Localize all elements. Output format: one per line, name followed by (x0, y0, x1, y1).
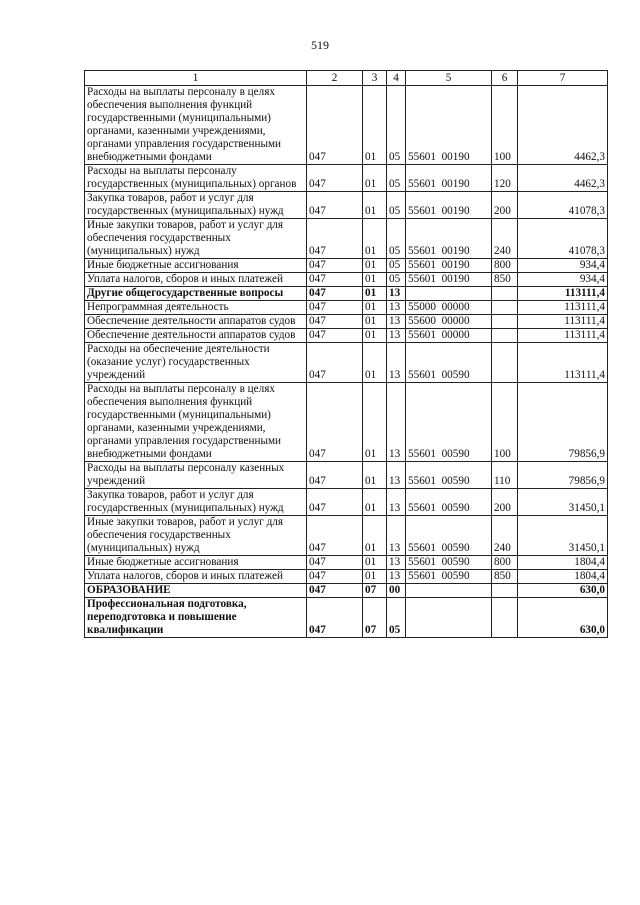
amount-value: 934,4 (518, 273, 608, 287)
section-code: 01 (363, 570, 387, 584)
line-item-name: Уплата налогов, сборов и иных платежей (85, 570, 307, 584)
line-item-name: Расходы на выплаты персоналу в целях обеспечения выполнения функций государственными (муниципальными) органами, казенными учреждениями, органами управления государственными внебюджетными фондами (85, 383, 307, 462)
ministry-code: 047 (307, 329, 363, 343)
line-item-name: Закупка товаров, работ и услуг для государственных (муниципальных) нужд (85, 192, 307, 219)
amount-value: 113111,4 (518, 287, 608, 301)
section-code: 01 (363, 273, 387, 287)
table-row (85, 383, 608, 462)
table-row (85, 489, 608, 516)
subsection-code: 05 (387, 86, 406, 165)
table-row (85, 86, 608, 165)
amount-value: 41078,3 (518, 192, 608, 219)
section-code: 01 (363, 315, 387, 329)
section-code: 01 (363, 516, 387, 556)
target-article-code: 55601 00590 (406, 570, 492, 584)
amount-value: 79856,9 (518, 462, 608, 489)
ministry-code: 047 (307, 165, 363, 192)
amount-value: 113111,4 (518, 329, 608, 343)
line-item-name: Профессиональная подготовка, переподготовка и повышение квалификации (85, 598, 307, 638)
ministry-code: 047 (307, 301, 363, 315)
table-row (85, 329, 608, 343)
expense-type-code: 200 (492, 192, 518, 219)
table-row (85, 192, 608, 219)
line-item-name: Расходы на выплаты персоналу государственных (муниципальных) органов (85, 165, 307, 192)
subsection-code: 13 (387, 556, 406, 570)
ministry-code: 047 (307, 287, 363, 301)
section-code: 07 (363, 598, 387, 638)
table-row (85, 287, 608, 301)
table-row (85, 165, 608, 192)
subsection-code: 05 (387, 273, 406, 287)
amount-value: 4462,3 (518, 165, 608, 192)
subsection-code: 05 (387, 598, 406, 638)
line-item-name: Непрограммная деятельность (85, 301, 307, 315)
amount-value: 113111,4 (518, 315, 608, 329)
section-code: 01 (363, 329, 387, 343)
amount-value: 1804,4 (518, 570, 608, 584)
subsection-code: 05 (387, 259, 406, 273)
ministry-code: 047 (307, 259, 363, 273)
subsection-code: 13 (387, 516, 406, 556)
line-item-name: Расходы на выплаты персоналу казенных учреждений (85, 462, 307, 489)
amount-value: 113111,4 (518, 343, 608, 383)
subsection-code: 13 (387, 301, 406, 315)
line-item-name: Расходы на обеспечение деятельности (оказание услуг) государственных учреждений (85, 343, 307, 383)
section-code: 01 (363, 287, 387, 301)
line-item-name: Иные бюджетные ассигнования (85, 556, 307, 570)
amount-value: 31450,1 (518, 489, 608, 516)
section-code: 01 (363, 343, 387, 383)
column-header: 3 (363, 71, 387, 86)
subsection-code: 13 (387, 489, 406, 516)
target-article-code: 55601 00590 (406, 556, 492, 570)
target-article-code: 55600 00000 (406, 315, 492, 329)
table-row (85, 570, 608, 584)
target-article-code: 55601 00590 (406, 489, 492, 516)
line-item-name: Закупка товаров, работ и услуг для государственных (муниципальных) нужд (85, 489, 307, 516)
table-row (85, 584, 608, 598)
expense-type-code: 850 (492, 570, 518, 584)
target-article-code: 55601 00190 (406, 273, 492, 287)
subsection-code: 00 (387, 584, 406, 598)
column-header: 6 (492, 71, 518, 86)
target-article-code (406, 584, 492, 598)
page-number: 519 (311, 38, 329, 52)
line-item-name: Обеспечение деятельности аппаратов судов (85, 315, 307, 329)
expense-type-code: 100 (492, 86, 518, 165)
ministry-code: 047 (307, 556, 363, 570)
target-article-code: 55601 00000 (406, 329, 492, 343)
expense-type-code: 120 (492, 165, 518, 192)
column-header: 5 (406, 71, 492, 86)
subsection-code: 13 (387, 343, 406, 383)
ministry-code: 047 (307, 570, 363, 584)
line-item-name: Иные бюджетные ассигнования (85, 259, 307, 273)
ministry-code: 047 (307, 489, 363, 516)
section-code: 01 (363, 489, 387, 516)
column-header: 2 (307, 71, 363, 86)
line-item-name: Иные закупки товаров, работ и услуг для обеспечения государственных (муниципальных) нужд (85, 219, 307, 259)
section-code: 01 (363, 462, 387, 489)
amount-value: 79856,9 (518, 383, 608, 462)
target-article-code: 55601 00590 (406, 516, 492, 556)
section-code: 01 (363, 86, 387, 165)
table-row (85, 598, 608, 638)
expense-type-code: 100 (492, 383, 518, 462)
expense-type-code: 800 (492, 556, 518, 570)
target-article-code: 55601 00590 (406, 462, 492, 489)
table-row (85, 556, 608, 570)
section-code: 01 (363, 383, 387, 462)
expense-type-code: 200 (492, 489, 518, 516)
target-article-code: 55601 00190 (406, 259, 492, 273)
subsection-code: 13 (387, 462, 406, 489)
ministry-code: 047 (307, 192, 363, 219)
ministry-code: 047 (307, 86, 363, 165)
section-code: 01 (363, 301, 387, 315)
line-item-name: Расходы на выплаты персоналу в целях обеспечения выполнения функций государственными (муниципальными) органами, казенными учреждениями, органами управления государственными внебюджетными фондами (85, 86, 307, 165)
amount-value: 630,0 (518, 598, 608, 638)
ministry-code: 047 (307, 219, 363, 259)
section-code: 01 (363, 556, 387, 570)
subsection-code: 05 (387, 165, 406, 192)
section-code: 01 (363, 259, 387, 273)
target-article-code: 55601 00590 (406, 343, 492, 383)
target-article-code: 55601 00190 (406, 192, 492, 219)
column-header: 7 (518, 71, 608, 86)
table-row (85, 343, 608, 383)
table-row (85, 516, 608, 556)
ministry-code: 047 (307, 598, 363, 638)
subsection-code: 05 (387, 192, 406, 219)
subsection-code: 13 (387, 383, 406, 462)
target-article-code: 55000 00000 (406, 301, 492, 315)
expense-type-code (492, 584, 518, 598)
expense-type-code (492, 598, 518, 638)
budget-table (84, 70, 608, 638)
ministry-code: 047 (307, 343, 363, 383)
column-header: 1 (85, 71, 307, 86)
expense-type-code: 850 (492, 273, 518, 287)
target-article-code: 55601 00190 (406, 219, 492, 259)
amount-value: 41078,3 (518, 219, 608, 259)
target-article-code: 55601 00190 (406, 165, 492, 192)
expense-type-code (492, 301, 518, 315)
expense-type-code (492, 315, 518, 329)
expense-type-code: 110 (492, 462, 518, 489)
ministry-code: 047 (307, 273, 363, 287)
line-item-name: Другие общегосударственные вопросы (85, 287, 307, 301)
line-item-name: ОБРАЗОВАНИЕ (85, 584, 307, 598)
subsection-code: 13 (387, 329, 406, 343)
expense-type-code (492, 287, 518, 301)
amount-value: 934,4 (518, 259, 608, 273)
table-row (85, 219, 608, 259)
subsection-code: 05 (387, 219, 406, 259)
amount-value: 31450,1 (518, 516, 608, 556)
expense-type-code: 240 (492, 219, 518, 259)
section-code: 01 (363, 165, 387, 192)
ministry-code: 047 (307, 383, 363, 462)
expense-type-code (492, 329, 518, 343)
target-article-code (406, 598, 492, 638)
subsection-code: 13 (387, 570, 406, 584)
line-item-name: Обеспечение деятельности аппаратов судов (85, 329, 307, 343)
amount-value: 630,0 (518, 584, 608, 598)
ministry-code: 047 (307, 516, 363, 556)
subsection-code: 13 (387, 287, 406, 301)
table-row (85, 462, 608, 489)
subsection-code: 13 (387, 315, 406, 329)
amount-value: 113111,4 (518, 301, 608, 315)
target-article-code (406, 287, 492, 301)
table-row (85, 259, 608, 273)
expense-type-code: 240 (492, 516, 518, 556)
table-row (85, 273, 608, 287)
amount-value: 4462,3 (518, 86, 608, 165)
line-item-name: Уплата налогов, сборов и иных платежей (85, 273, 307, 287)
target-article-code: 55601 00590 (406, 383, 492, 462)
section-code: 07 (363, 584, 387, 598)
expense-type-code: 800 (492, 259, 518, 273)
section-code: 01 (363, 192, 387, 219)
ministry-code: 047 (307, 584, 363, 598)
section-code: 01 (363, 219, 387, 259)
column-header: 4 (387, 71, 406, 86)
table-row (85, 315, 608, 329)
column-header-row (85, 71, 608, 86)
amount-value: 1804,4 (518, 556, 608, 570)
expense-type-code (492, 343, 518, 383)
target-article-code: 55601 00190 (406, 86, 492, 165)
ministry-code: 047 (307, 315, 363, 329)
line-item-name: Иные закупки товаров, работ и услуг для обеспечения государственных (муниципальных) нужд (85, 516, 307, 556)
ministry-code: 047 (307, 462, 363, 489)
table-row (85, 301, 608, 315)
